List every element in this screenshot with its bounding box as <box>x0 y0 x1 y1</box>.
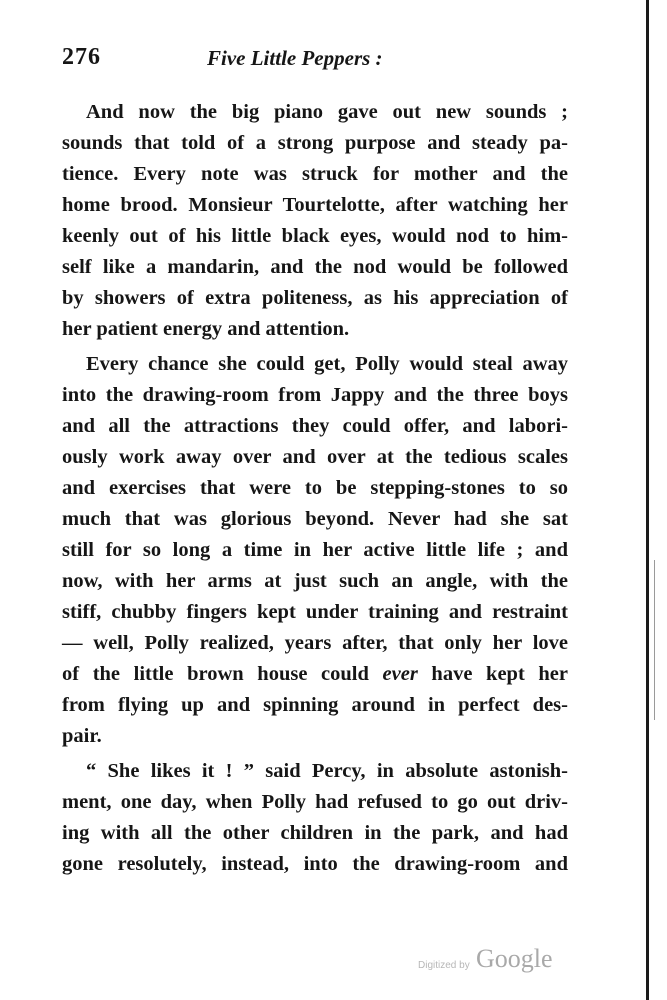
watermark-brand: Google <box>476 944 553 973</box>
paragraph <box>62 97 568 345</box>
text-line: gone resolutely, instead, into the drawing-room and <box>62 853 568 875</box>
body-text <box>62 97 568 880</box>
text-line: by showers of extra politeness, as his appreciation of <box>62 287 568 309</box>
text-line: from flying up and spinning around in perfect des- <box>62 694 568 716</box>
emphasized-word: ever <box>382 663 418 685</box>
text-line: Every chance she could get, Polly would steal away <box>86 353 568 375</box>
text-run: of the little brown house could <box>62 663 383 685</box>
text-line: and all the attractions they could offer, and labori- <box>62 415 568 437</box>
page-edge-line <box>646 0 649 1000</box>
running-head <box>62 44 582 74</box>
watermark-prefix: Digitized by <box>418 960 470 971</box>
text-line: her patient energy and attention. <box>62 318 350 340</box>
text-line: self like a mandarin, and the nod would be followed <box>62 256 568 278</box>
text-line: “ She likes it ! ” said Percy, in absolute astonish- <box>86 760 568 782</box>
text-line: still for so long a time in her active little life ; and <box>62 539 568 561</box>
text-line: — well, Polly realized, years after, that only her love <box>62 632 568 654</box>
text-line: ment, one day, when Polly had refused to go out driv- <box>62 791 568 813</box>
text-line: sounds that told of a strong purpose and steady pa- <box>62 132 568 154</box>
text-line: keenly out of his little black eyes, would nod to him- <box>62 225 568 247</box>
text-line: much that was glorious beyond. Never had she sat <box>62 508 568 530</box>
paragraph <box>62 756 568 880</box>
text-line: tience. Every note was struck for mother and the <box>62 163 568 185</box>
text-line: ing with all the other children in the park, and had <box>62 822 568 844</box>
digitization-watermark <box>418 944 578 984</box>
text-line: and exercises that were to be stepping-stones to so <box>62 477 568 499</box>
running-title: Five Little Peppers : <box>207 46 383 70</box>
text-line: And now the big piano gave out new sounds ; <box>86 101 568 123</box>
text-line: into the drawing-room from Jappy and the three boys <box>62 384 568 406</box>
page-edge-shadow <box>654 560 655 720</box>
text-line: ously work away over and over at the tedious scales <box>62 446 568 468</box>
page-number: 276 <box>62 44 101 70</box>
text-line <box>62 659 568 690</box>
text-line: stiff, chubby fingers kept under training and restraint <box>62 601 568 623</box>
text-line: now, with her arms at just such an angle, with the <box>62 570 568 592</box>
text-line: home brood. Monsieur Tourtelotte, after watching her <box>62 194 568 216</box>
text-line: pair. <box>62 725 102 747</box>
paragraph <box>62 349 568 752</box>
text-run: have kept her <box>417 663 568 685</box>
